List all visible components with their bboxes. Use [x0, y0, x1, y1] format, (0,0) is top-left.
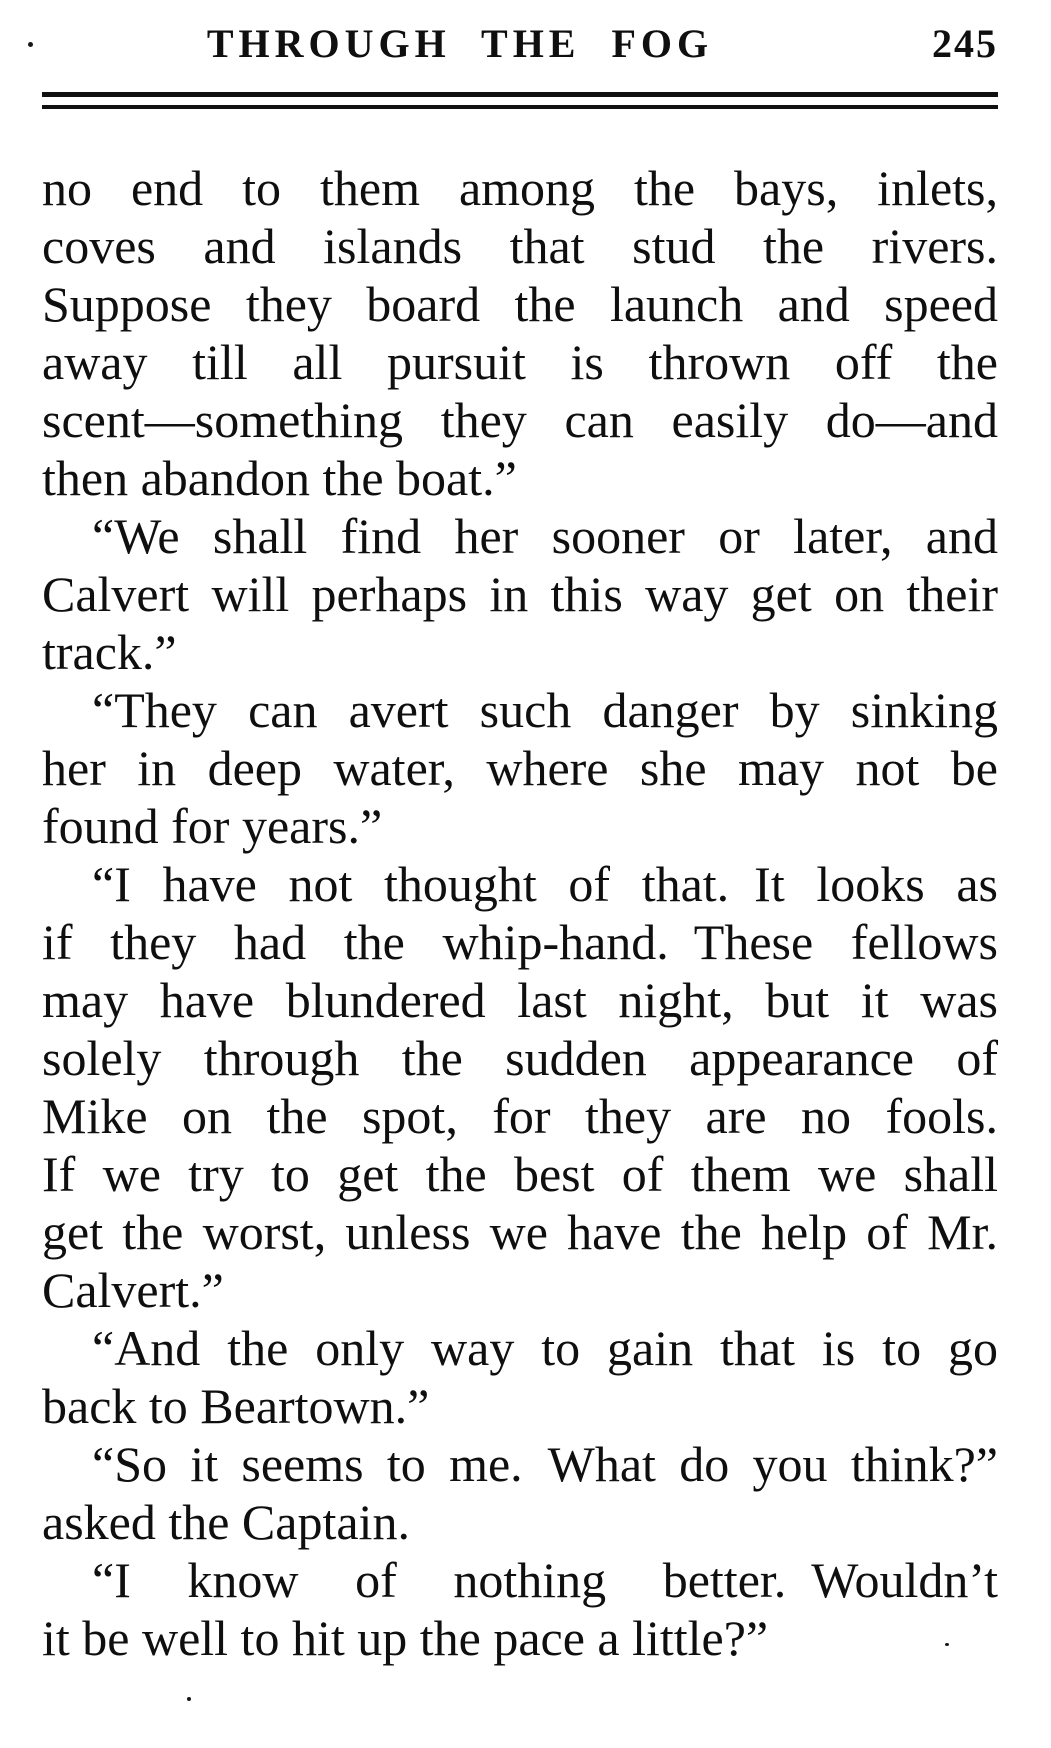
paragraph: [42, 159, 998, 507]
text-line: asked the Captain.: [42, 1494, 410, 1550]
paragraph: [42, 681, 998, 855]
text-line: then abandon the boat.”: [42, 450, 517, 506]
text-line: her in deep water, where she may not be: [42, 740, 998, 796]
text-line: back to Beartown.”: [42, 1378, 430, 1434]
page-number: 245: [932, 21, 998, 66]
paragraph: [42, 855, 998, 1319]
paragraph: [42, 1319, 998, 1435]
header-rule: [42, 92, 998, 109]
scan-speck: [187, 1697, 191, 1701]
scan-speck: [28, 42, 33, 47]
text-line: coves and islands that stud the rivers.: [42, 218, 998, 274]
text-line: Suppose they board the launch and speed: [42, 276, 998, 332]
running-title: THROUGH THE FOG: [206, 21, 714, 66]
text-line: if they had the whip-hand. These fellows: [42, 914, 998, 970]
text-line: If we try to get the best of them we shall: [42, 1146, 998, 1202]
text-line: “They can avert such danger by sinking: [92, 682, 998, 738]
text-line: scent—something they can easily do—and: [42, 392, 998, 448]
paragraph: [42, 507, 998, 681]
page-body: [42, 159, 998, 1667]
text-line: “And the only way to gain that is to go: [92, 1320, 998, 1376]
text-line: “I know of nothing better. Wouldn’t: [92, 1552, 998, 1608]
paragraph: [42, 1435, 998, 1551]
text-line: it be well to hit up the pace a little?”: [42, 1610, 769, 1666]
text-line: found for years.”: [42, 798, 383, 854]
text-line: solely through the sudden appearance of: [42, 1030, 998, 1086]
text-line: Calvert.”: [42, 1262, 224, 1318]
text-line: away till all pursuit is thrown off the: [42, 334, 998, 390]
text-line: may have blundered last night, but it was: [42, 972, 998, 1028]
paragraph: [42, 1551, 998, 1667]
page-content: [42, 0, 998, 1667]
text-line: Mike on the spot, for they are no fools.: [42, 1088, 998, 1144]
text-line: track.”: [42, 624, 177, 680]
text-line: get the worst, unless we have the help of Mr.: [42, 1204, 998, 1260]
text-line: “So it seems to me. What do you think?”: [92, 1436, 998, 1492]
text-line: “I have not thought of that. It looks as: [92, 856, 998, 912]
text-line: Calvert will perhaps in this way get on their: [42, 566, 998, 622]
text-line: “We shall find her sooner or later, and: [92, 508, 998, 564]
text-line: no end to them among the bays, inlets,: [42, 160, 998, 216]
page-header: [42, 0, 998, 78]
